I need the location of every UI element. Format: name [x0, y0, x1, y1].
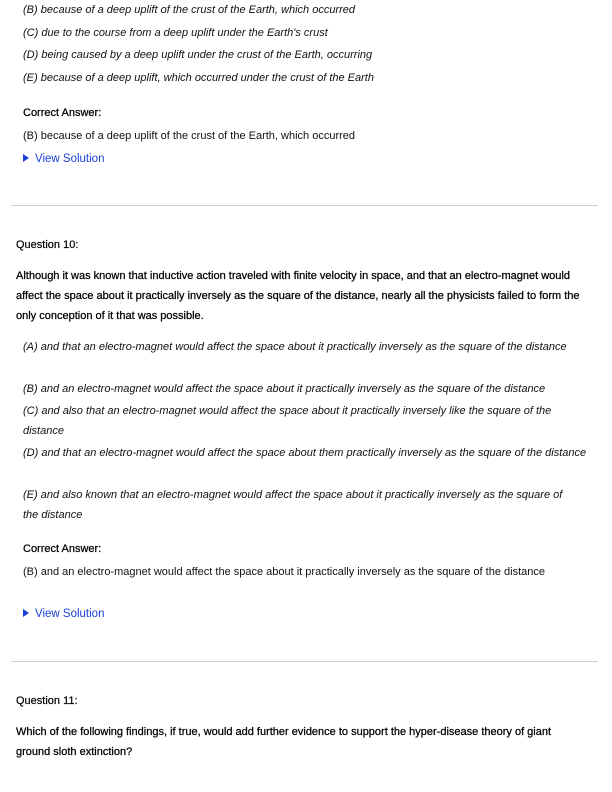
q9-correct-answer-label: Correct Answer:: [23, 107, 102, 119]
q11-label: Question 11:: [16, 695, 78, 707]
q10-correct-answer-label: Correct Answer:: [23, 543, 102, 555]
q9-option-c: (C) due to the course from a deep uplift under the Earth's crust: [23, 27, 328, 39]
q10-option-a: (A) and that an electro-magnet would affect the space about it practically inversely as the square of the distance: [23, 341, 567, 353]
expand-triangle-icon: [23, 609, 29, 617]
q10-option-c: (C) and also that an electro-magnet would affect the space about it practically inversely like the square of the distance: [23, 405, 552, 437]
q10-option-e: (E) and also known that an electro-magnet would affect the space about it practically inversely as the square of the distance: [23, 489, 563, 521]
q10-option-b: (B) and an electro-magnet would affect the space about it practically inversely as the square of the distance: [23, 383, 546, 395]
q9-option-b: (B) because of a deep uplift of the crust of the Earth, which occurred: [23, 4, 356, 16]
q10-option-d: (D) and that an electro-magnet would affect the space about them practically inversely as the square of the distance: [23, 447, 587, 459]
divider: [11, 661, 598, 662]
expand-triangle-icon: [23, 154, 29, 162]
q10-label: Question 10:: [16, 239, 79, 251]
q9-option-d: (D) being caused by a deep uplift under the crust of the Earth, occurring: [23, 49, 373, 61]
q10-view-solution-link[interactable]: [23, 606, 104, 622]
q10-stem: Although it was known that inductive action traveled with finite velocity in space, and that an electro-magnet would affect the space about it practically inversely as the square of the distance, nearly all the physicists failed to form the only conception of it that was possible.: [16, 270, 580, 322]
q11-stem: Which of the following findings, if true, would add further evidence to support the hyper-disease theory of giant ground sloth extinction?: [16, 726, 552, 758]
q9-correct-answer: (B) because of a deep uplift of the crust of the Earth, which occurred: [23, 130, 356, 142]
q9-option-e: (E) because of a deep uplift, which occurred under the crust of the Earth: [23, 72, 374, 84]
q10-view-solution-label: View Solution: [35, 608, 105, 620]
divider: [11, 205, 598, 206]
q9-view-solution-link[interactable]: [23, 151, 104, 167]
q10-correct-answer: (B) and an electro-magnet would affect the space about it practically inversely as the square of the distance: [23, 566, 545, 578]
q9-view-solution-label: View Solution: [35, 153, 105, 165]
